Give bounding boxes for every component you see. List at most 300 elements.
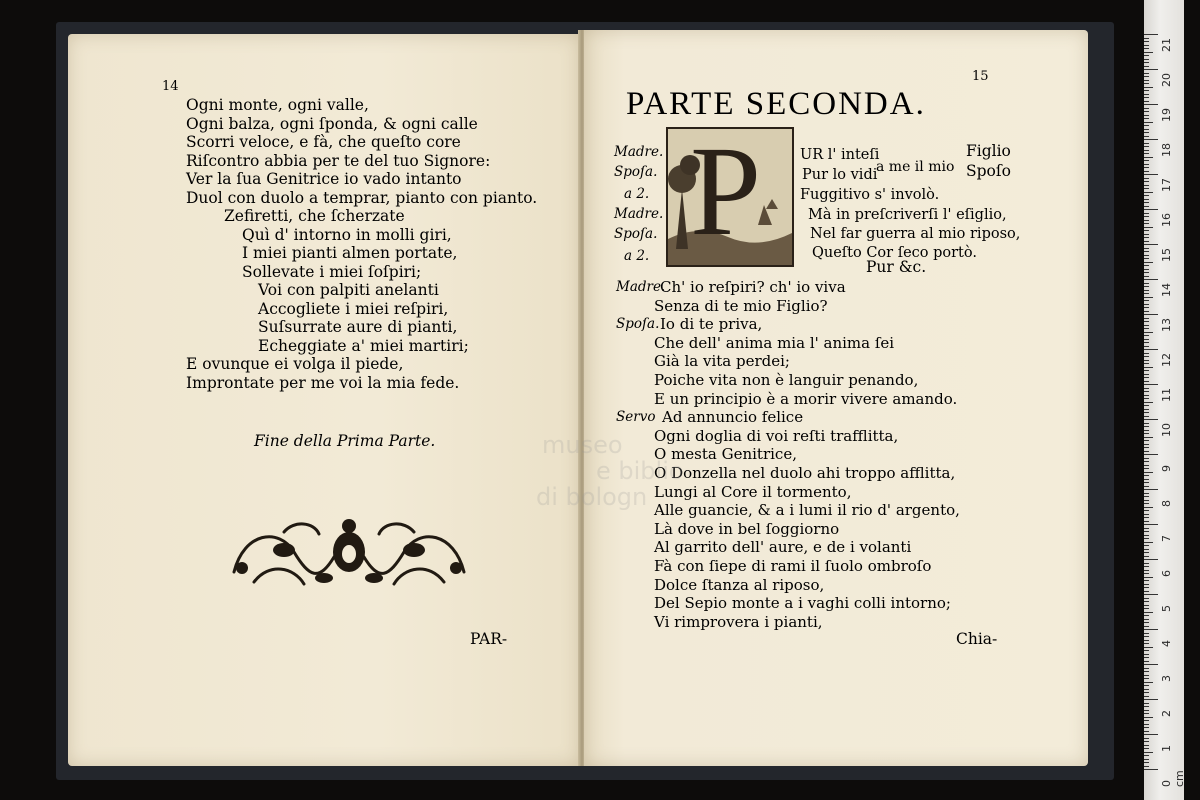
- ruler-tick: [1144, 682, 1153, 683]
- ruler-tick: [1144, 759, 1149, 760]
- dialogue-line: Alle guancie, & a i lumi il rio d' argento,: [654, 501, 960, 520]
- ruler-tick: [1144, 307, 1149, 308]
- ruler-number: 7: [1160, 535, 1173, 542]
- ruler-tick: [1144, 458, 1149, 459]
- ruler-tick: [1144, 493, 1149, 494]
- ruler-tick: [1144, 437, 1153, 438]
- ruler-tick: [1144, 668, 1149, 669]
- ruler-number: 17: [1160, 178, 1173, 192]
- ruler-tick: [1144, 132, 1149, 133]
- ruler-number: 13: [1160, 318, 1173, 332]
- speaker-label: Spoſa.: [614, 164, 658, 180]
- ruler-tick: [1144, 122, 1153, 123]
- ruler-tick: [1144, 531, 1149, 532]
- ruler-tick: [1144, 262, 1153, 263]
- ruler-tick: [1144, 444, 1149, 445]
- verse-line: Improntate per me voi la mia fede.: [186, 373, 460, 392]
- ruler-tick: [1144, 566, 1149, 567]
- dialogue-line: Io di te priva,: [660, 315, 763, 334]
- ruler-tick: [1144, 202, 1149, 203]
- ruler-tick: [1144, 83, 1149, 84]
- ruler-tick: [1144, 188, 1149, 189]
- ruler-tick: [1144, 363, 1149, 364]
- right-catchword: Chia-: [956, 630, 998, 648]
- ruler-tick: [1144, 248, 1149, 249]
- ruler-tick: [1144, 174, 1158, 175]
- verse-line: I miei pianti almen portate,: [242, 244, 458, 262]
- ruler-tick: [1144, 468, 1149, 469]
- ruler-tick: [1144, 689, 1149, 690]
- ruler-tick: [1144, 535, 1149, 536]
- ruler-tick: [1144, 335, 1149, 336]
- duet-line: Pur lo vidi: [802, 167, 878, 183]
- ruler-tick: [1144, 139, 1158, 140]
- speaker-label: Madre.: [616, 279, 666, 295]
- ruler-tick: [1144, 752, 1153, 753]
- ruler-number: 20: [1160, 73, 1173, 87]
- ruler-number: 12: [1160, 353, 1173, 367]
- ruler-tick: [1144, 454, 1158, 455]
- ruler-tick: [1144, 605, 1149, 606]
- ruler-tick: [1144, 115, 1149, 116]
- ruler-tick: [1144, 237, 1149, 238]
- ruler-tick: [1144, 286, 1149, 287]
- verse-line: Ver la ſua Genitrice io vado intanto: [186, 170, 462, 188]
- ruler-tick: [1144, 258, 1149, 259]
- ruler-tick: [1144, 118, 1149, 119]
- ruler-tick: [1144, 710, 1149, 711]
- ruler-tick: [1144, 290, 1149, 291]
- dialogue-line: Ogni doglia di voi reſti trafflitta,: [654, 426, 899, 445]
- dialogue-line: Lungi al Core il tormento,: [654, 482, 852, 501]
- ruler-number: 3: [1160, 675, 1173, 682]
- ruler-tick: [1144, 573, 1149, 574]
- ruler-tick: [1144, 108, 1149, 109]
- ruler-tick: [1144, 500, 1149, 501]
- ruler-tick: [1144, 297, 1153, 298]
- ruler-tick: [1144, 370, 1149, 371]
- ruler-number: 16: [1160, 213, 1173, 227]
- ruler-tick: [1144, 199, 1149, 200]
- ruler-number: 6: [1160, 570, 1173, 577]
- duet-line: Mà in preſcriverſi l' eſiglio,: [808, 207, 1007, 223]
- ruler-tick: [1144, 220, 1149, 221]
- duet-side-b1: Figlio: [966, 142, 1011, 160]
- ornament-vignette: [224, 512, 474, 596]
- ruler-tick: [1144, 475, 1149, 476]
- ruler-tick: [1144, 626, 1149, 627]
- ruler-tick: [1144, 73, 1149, 74]
- ruler-tick: [1144, 80, 1149, 81]
- ruler-tick: [1144, 440, 1149, 441]
- ruler-number: 14: [1160, 283, 1173, 297]
- ruler-number: 11: [1160, 388, 1173, 402]
- dialogue-line: Del Sepio monte a i vaghi colli intorno;: [654, 594, 951, 613]
- duet-line: Fuggitivo s' involò.: [800, 187, 940, 203]
- duet-side-a: a me il mio: [876, 159, 955, 175]
- ruler-tick: [1144, 409, 1149, 410]
- ruler-tick: [1144, 503, 1149, 504]
- ruler-tick: [1144, 482, 1149, 483]
- ruler-tick: [1144, 90, 1149, 91]
- speaker-label: Servo: [616, 409, 656, 426]
- ruler-tick: [1144, 587, 1149, 588]
- ruler-tick: [1144, 451, 1149, 452]
- ruler-tick: [1144, 272, 1149, 273]
- verse-line: Echeggiate a' miei martiri;: [258, 336, 469, 355]
- duet-refrain: Pur &c.: [866, 258, 927, 276]
- ruler-tick: [1144, 664, 1158, 665]
- ruler-tick: [1144, 521, 1149, 522]
- ruler-number: 9: [1160, 465, 1173, 472]
- ruler-tick: [1144, 713, 1149, 714]
- ruler-tick: [1144, 629, 1158, 630]
- ruler-tick: [1144, 598, 1149, 599]
- ruler-tick: [1144, 234, 1149, 235]
- right-page-number: 15: [972, 69, 989, 84]
- ruler-tick: [1144, 685, 1149, 686]
- ruler-tick: [1144, 45, 1149, 46]
- ruler-tick: [1144, 360, 1149, 361]
- ruler-number: 2: [1160, 710, 1173, 717]
- ruler-tick: [1144, 762, 1149, 763]
- ruler-tick: [1144, 678, 1149, 679]
- ruler-tick: [1144, 731, 1149, 732]
- duet-line: UR l' inteſi: [800, 147, 880, 163]
- verse-line: Voi con palpiti anelanti: [258, 281, 439, 299]
- ruler-tick: [1144, 283, 1149, 284]
- ruler-tick: [1144, 304, 1149, 305]
- verse-line: Suſsurrate aure di pianti,: [258, 318, 458, 336]
- ruler-tick: [1144, 279, 1158, 280]
- ruler-tick: [1144, 167, 1149, 168]
- ruler-number: 21: [1160, 38, 1173, 52]
- ruler-tick: [1144, 727, 1149, 728]
- ruler-tick: [1144, 255, 1149, 256]
- ruler-tick: [1144, 325, 1149, 326]
- museum-watermark: [536, 432, 684, 510]
- ruler-tick: [1144, 195, 1149, 196]
- ruler-tick: [1144, 395, 1149, 396]
- watermark-line: di bologn: [536, 483, 648, 511]
- ruler-tick: [1144, 692, 1149, 693]
- ruler-tick: [1144, 216, 1149, 217]
- ruler-tick: [1144, 545, 1149, 546]
- ruler-number: 1: [1160, 745, 1173, 752]
- ruler-tick: [1144, 69, 1158, 70]
- ruler-tick: [1144, 465, 1149, 466]
- ruler-tick: [1144, 146, 1149, 147]
- ruler-tick: [1144, 514, 1149, 515]
- verse-line: Zefiretti, che ſcherzate: [224, 207, 405, 225]
- ruler-tick: [1144, 696, 1149, 697]
- ruler-tick: [1144, 591, 1149, 592]
- ruler-tick: [1144, 398, 1149, 399]
- ruler-tick: [1144, 720, 1149, 721]
- ruler-tick: [1144, 48, 1149, 49]
- ruler-tick: [1144, 384, 1158, 385]
- ruler-number: 5: [1160, 605, 1173, 612]
- ruler-tick: [1144, 419, 1158, 420]
- ruler-number: 0 cm: [1160, 770, 1186, 787]
- ruler-tick: [1144, 657, 1149, 658]
- dialogue-line: Che dell' anima mia l' anima ſei: [654, 333, 895, 352]
- ruler-tick: [1144, 342, 1149, 343]
- ruler-tick: [1144, 654, 1149, 655]
- ruler-tick: [1144, 244, 1158, 245]
- ruler-tick: [1144, 321, 1149, 322]
- ruler-tick: [1144, 157, 1153, 158]
- ruler-tick: [1144, 314, 1158, 315]
- ruler-tick: [1144, 699, 1158, 700]
- dialogue-line: Ch' io reſpiri? ch' io viva: [660, 278, 846, 296]
- ruler-tick: [1144, 38, 1149, 39]
- watermark-line: museo: [542, 431, 623, 459]
- ruler-tick: [1144, 339, 1149, 340]
- dialogue-line: Là dove in bel ſoggiorno: [654, 519, 840, 538]
- ruler-tick: [1144, 426, 1149, 427]
- speaker-label: a 2.: [624, 248, 650, 264]
- ruler-tick: [1144, 748, 1149, 749]
- ruler-tick: [1144, 433, 1149, 434]
- ruler-tick: [1144, 328, 1149, 329]
- ruler-tick: [1144, 755, 1149, 756]
- ruler-tick: [1144, 391, 1149, 392]
- ruler-tick: [1144, 276, 1149, 277]
- ruler-tick: [1144, 570, 1149, 571]
- verse-line: Riſcontro abbia per te del tuo Signore:: [186, 151, 491, 170]
- duet-side-b2: Spoſo: [966, 162, 1011, 180]
- ruler-tick: [1144, 472, 1153, 473]
- dialogue-line: E un principio è a morir vivere amando.: [654, 389, 958, 408]
- ruler-tick: [1144, 528, 1149, 529]
- ruler-tick: [1144, 650, 1149, 651]
- ruler-tick: [1144, 377, 1149, 378]
- ruler-tick: [1144, 671, 1149, 672]
- speaker-label: Spoſa.: [614, 226, 658, 242]
- ruler-tick: [1144, 41, 1149, 42]
- ruler-tick: [1144, 213, 1149, 214]
- section-title: PARTE SECONDA.: [626, 86, 926, 122]
- ruler-tick: [1144, 675, 1149, 676]
- verse-line: Sollevate i miei ſoſpiri;: [242, 262, 422, 281]
- ruler-tick: [1144, 580, 1149, 581]
- speaker-label: a 2.: [624, 186, 650, 202]
- ruler-tick: [1144, 34, 1158, 35]
- ruler-tick: [1144, 94, 1149, 95]
- duet-line: Nel far guerra al mio riposo,: [810, 226, 1021, 242]
- verse-line: E ovunque ei volga il piede,: [186, 355, 404, 373]
- ruler-tick: [1144, 461, 1149, 462]
- ruler-tick: [1144, 724, 1149, 725]
- ruler-tick: [1144, 619, 1149, 620]
- ruler-number: 10: [1160, 423, 1173, 437]
- ruler-tick: [1144, 405, 1149, 406]
- ruler-number: 4: [1160, 640, 1173, 647]
- ruler-tick: [1144, 164, 1149, 165]
- ruler-tick: [1144, 209, 1158, 210]
- ruler-tick: [1144, 332, 1153, 333]
- ruler-tick: [1144, 311, 1149, 312]
- ruler-tick: [1144, 129, 1149, 130]
- ruler-tick: [1144, 601, 1149, 602]
- ruler-tick: [1144, 745, 1149, 746]
- ruler-tick: [1144, 608, 1149, 609]
- dialogue-line: Al garrito dell' aure, e de i volanti: [654, 538, 912, 557]
- speaker-label: Spoſa.: [616, 316, 660, 333]
- ruler-tick: [1144, 741, 1149, 742]
- ruler-tick: [1144, 734, 1158, 735]
- end-of-part-note: Fine della Prima Parte.: [254, 432, 436, 450]
- verse-line: Ogni monte, ogni valle,: [186, 96, 369, 114]
- dialogue-line: Senza di te mio Figlio?: [654, 296, 828, 315]
- ruler-tick: [1144, 293, 1149, 294]
- ruler-tick: [1144, 430, 1149, 431]
- ruler-tick: [1144, 66, 1149, 67]
- ruler-tick: [1144, 104, 1158, 105]
- speaker-label: Madre.: [614, 144, 664, 160]
- left-page-number: 14: [162, 79, 179, 94]
- ruler-tick: [1144, 549, 1149, 550]
- speaker-label: Madre.: [614, 206, 664, 222]
- ruler-tick: [1144, 374, 1149, 375]
- dialogue-line: Dolce ſtanza al riposo,: [654, 575, 825, 594]
- ruler-tick: [1144, 62, 1149, 63]
- ruler-tick: [1144, 542, 1153, 543]
- verse-line: Quì d' intorno in molli giri,: [242, 225, 452, 244]
- ruler-tick: [1144, 552, 1149, 553]
- ruler-tick: [1144, 479, 1149, 480]
- ruler-tick: [1144, 647, 1153, 648]
- dialogue-line: Già la vita perdei;: [654, 352, 790, 371]
- dialogue-line: O Donzella nel duolo ahi troppo afflitta,: [654, 464, 956, 482]
- ruler-tick: [1144, 769, 1158, 770]
- ruler-tick: [1144, 661, 1149, 662]
- ruler-tick: [1144, 559, 1158, 560]
- initial-letter: P: [690, 127, 762, 262]
- ruler-tick: [1144, 489, 1158, 490]
- ruler-tick: [1144, 300, 1149, 301]
- dialogue-line: O mesta Genitrice,: [654, 445, 797, 464]
- ruler-tick: [1144, 367, 1153, 368]
- ruler-tick: [1144, 136, 1149, 137]
- verse-line: Ogni balza, ogni ſponda, & ogni calle: [186, 114, 478, 133]
- ruler-number: 8: [1160, 500, 1173, 507]
- ruler-tick: [1144, 517, 1149, 518]
- ruler-tick: [1144, 206, 1149, 207]
- ruler-tick: [1144, 381, 1149, 382]
- ruler-tick: [1144, 153, 1149, 154]
- ruler-tick: [1144, 640, 1149, 641]
- ruler-tick: [1144, 125, 1149, 126]
- ruler-tick: [1144, 412, 1149, 413]
- ruler-tick: [1144, 223, 1149, 224]
- ruler-tick: [1144, 230, 1149, 231]
- ruler-tick: [1144, 87, 1153, 88]
- dialogue-line: Vi rimprovera i pianti,: [654, 612, 823, 631]
- verse-line: Accogliete i miei reſpiri,: [258, 299, 449, 318]
- ruler-tick: [1144, 423, 1149, 424]
- ruler-tick: [1144, 318, 1149, 319]
- ruler-tick: [1144, 356, 1149, 357]
- ruler-tick: [1144, 486, 1149, 487]
- ruler-tick: [1144, 507, 1153, 508]
- ruler-tick: [1144, 766, 1149, 767]
- ruler-tick: [1144, 111, 1149, 112]
- ruler-number: 19: [1160, 108, 1173, 122]
- verse-line: Scorri veloce, e fà, che queſto core: [186, 133, 461, 151]
- watermark-line: e biblio: [596, 457, 684, 485]
- ruler-tick: [1144, 185, 1149, 186]
- ruler-tick: [1144, 633, 1149, 634]
- decorated-initial: [666, 127, 794, 267]
- ruler-tick: [1144, 447, 1149, 448]
- ruler-tick: [1144, 143, 1149, 144]
- ruler-tick: [1144, 524, 1158, 525]
- ruler-tick: [1144, 178, 1149, 179]
- ruler-tick: [1144, 594, 1158, 595]
- ruler-tick: [1144, 181, 1149, 182]
- ruler-tick: [1144, 52, 1153, 53]
- ruler-tick: [1144, 265, 1149, 266]
- ruler-tick: [1144, 59, 1149, 60]
- ruler-tick: [1144, 636, 1149, 637]
- measuring-ruler: [1144, 0, 1184, 800]
- ruler-tick: [1144, 346, 1149, 347]
- ruler-tick: [1144, 556, 1149, 557]
- ruler-number: 15: [1160, 248, 1173, 262]
- ruler-tick: [1144, 76, 1149, 77]
- ruler-tick: [1144, 160, 1149, 161]
- dialogue-line: Fà con ſiepe di rami il ſuolo ombroſo: [654, 557, 932, 575]
- ruler-tick: [1144, 612, 1153, 613]
- ruler-tick: [1144, 388, 1149, 389]
- ruler-tick: [1144, 101, 1149, 102]
- ruler-tick: [1144, 353, 1149, 354]
- dialogue-line: Poiche vita non è languir penando,: [654, 371, 919, 389]
- ruler-tick: [1144, 706, 1149, 707]
- ruler-tick: [1144, 416, 1149, 417]
- duet-line: Queſto Cor ſeco portò.: [812, 245, 977, 261]
- ruler-tick: [1144, 622, 1149, 623]
- ruler-tick: [1144, 717, 1153, 718]
- ruler-tick: [1144, 510, 1149, 511]
- dialogue-line: Ad annuncio felice: [662, 408, 804, 427]
- ruler-tick: [1144, 496, 1149, 497]
- ruler-tick: [1144, 227, 1153, 228]
- ruler-number: 18: [1160, 143, 1173, 157]
- ruler-tick: [1144, 171, 1149, 172]
- verse-line: Duol con duolo a temprar, pianto con pianto.: [186, 188, 538, 207]
- ruler-tick: [1144, 538, 1149, 539]
- ruler-tick: [1144, 703, 1149, 704]
- ruler-tick: [1144, 615, 1149, 616]
- left-catchword: PAR-: [470, 630, 508, 648]
- ruler-tick: [1144, 643, 1149, 644]
- ruler-tick: [1144, 563, 1149, 564]
- ruler-tick: [1144, 577, 1153, 578]
- ruler-tick: [1144, 97, 1149, 98]
- ruler-tick: [1144, 584, 1149, 585]
- ruler-tick: [1144, 251, 1149, 252]
- ruler-tick: [1144, 241, 1149, 242]
- ruler-tick: [1144, 150, 1149, 151]
- ruler-tick: [1144, 55, 1149, 56]
- ruler-tick: [1144, 269, 1149, 270]
- ruler-tick: [1144, 192, 1153, 193]
- ruler-tick: [1144, 402, 1153, 403]
- ruler-tick: [1144, 349, 1158, 350]
